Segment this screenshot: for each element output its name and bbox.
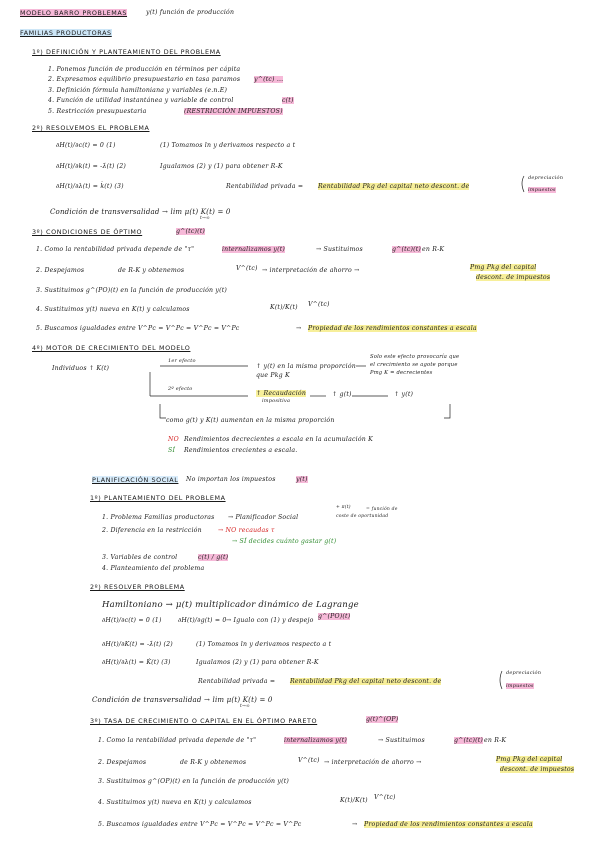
highlight: g^(PO)(t) (318, 613, 351, 620)
text: en R-K (484, 737, 507, 744)
text: impositiva (262, 398, 291, 404)
text: ↑ y(t) en la misma proporción que Pkg K (256, 363, 356, 379)
text: + π(t) (336, 505, 351, 510)
highlight: Rentabilidad Pkg del capital neto descont. de (318, 183, 470, 190)
highlight: g^(tc)(t) (176, 228, 206, 235)
equation: ∂H(t)/∂K(t) = -λ̇(t) (2) (102, 641, 173, 648)
text: → (352, 821, 358, 828)
highlight: Propiedad de los rendimientos constantes a escala (364, 821, 533, 828)
text: Individuos ↑ K(t) (52, 365, 110, 372)
text: = función de (366, 507, 398, 512)
bracket (160, 404, 166, 418)
text: V^(tc) (298, 757, 320, 764)
text: → Sustituimos (316, 246, 363, 253)
highlight: g(t)^(OP) (366, 716, 399, 723)
list-item: 4. Función de utilidad instantánea y variable de control (48, 97, 234, 104)
highlight: ↑ Recaudación (256, 390, 307, 397)
text: 2º efecto (168, 386, 193, 392)
brace-item: impuestos (506, 683, 534, 689)
equation-note: (1) Tomamos ln y derivamos respecto a t (160, 142, 296, 149)
list-item: 5. Buscamos igualdades entre V^Pc = V^Pc = V^Pc = V^Pc (36, 325, 240, 332)
list-item: 3. Definición fórmula hamiltoniana y variables (e.n.E) (48, 87, 228, 94)
highlight: g^(tc)(t) (392, 246, 422, 253)
subsection-resolvemos: 2º) RESOLVEMOS EL PROBLEMA (32, 124, 150, 132)
brace (500, 671, 502, 689)
highlight: g^(tc)(t) (454, 737, 484, 744)
text: → SÍ decides cuánto gastar g(t) (232, 538, 337, 545)
text: → interpretación de ahorro → (324, 759, 422, 766)
list-item: 2. Diferencia en la restricción (102, 527, 202, 534)
equation: ∂H(t)/∂λ(t) = K̇(t) (3) (102, 659, 171, 666)
text: K(t)/K(t) (340, 797, 368, 804)
list-item: 3. Sustituimos g^(PO)(t) en la función de producción y(t) (36, 287, 228, 294)
highlight: c(t) / g(t) (198, 554, 229, 561)
brace-item: depreciación (528, 175, 564, 181)
subsection-tasa: 3º) TASA DE CRECIMIENTO O CAPITAL EN EL ÓPTIMO PARETO (90, 717, 318, 725)
page-title: MODELO BARRO PROBLEMAS (20, 9, 128, 17)
highlight: descont. de impuestos (500, 766, 575, 773)
highlight: Pmg Pkg del capital (496, 756, 563, 763)
list-item: 4. Sustituimos y(t) nueva en K(t) y calculamos (36, 306, 190, 313)
subsection-planteamiento: 1º) PLANTEAMIENTO DEL PROBLEMA (90, 494, 226, 502)
brace-item: depreciación (506, 670, 542, 676)
text: → NO recaudas τ (218, 527, 275, 534)
text: → Sustituimos (378, 737, 425, 744)
page-subtitle: y(t) función de producción (146, 9, 235, 16)
transversalidad: Condición de transversalidad → lim μ(t) K(t) = 0 (50, 208, 231, 216)
equation: ∂H(t)/∂k(t) = -λ̇(t) (2) (56, 163, 127, 170)
text: 1er efecto (168, 358, 196, 364)
text: ↑ g(t) (332, 391, 352, 398)
list-item: 3. Sustituimos g^(OP)(t) en la función de producción y(t) (98, 778, 290, 785)
highlight: Rentabilidad Pkg del capital neto descont. de (290, 678, 442, 685)
highlight: c(t) (282, 97, 294, 104)
text: coste de oportunidad (336, 514, 389, 519)
text: como g(t) y K(t) aumentan en la misma proporción (166, 417, 335, 424)
list-item: 1. Como la rentabilidad privada depende de "τ" (98, 737, 257, 744)
text: V^(tc) (308, 301, 330, 308)
text: V^(tc) (374, 794, 396, 801)
text: Solo este efecto provocaría que el crecimiento se agote porque Pmg K = decrecientes (370, 354, 460, 376)
list-item: 4. Planteamiento del problema (102, 565, 205, 572)
limit-sub: t→∞ (200, 216, 210, 221)
section-title-familias: FAMILIAS PRODUCTORAS (20, 29, 112, 37)
rent-label: Rentabilidad privada = (226, 183, 304, 190)
text: V^(tc) (236, 265, 258, 272)
text: de R-K y obtenemos (180, 759, 247, 766)
list-item: 3. Variables de control (102, 554, 178, 561)
equation-note: Igualamos (2) y (1) para obtener R-K (196, 659, 319, 666)
rent-label: Rentabilidad privada = (198, 678, 276, 685)
bracket (444, 404, 450, 418)
highlight: Propiedad de los rendimientos constantes a escala (308, 325, 477, 332)
text: en R-K (422, 246, 445, 253)
text: → interpretación de ahorro → (262, 267, 360, 274)
highlight: (RESTRICCIÓN IMPUESTOS) (184, 108, 283, 115)
subsection-condiciones: 3º) CONDICIONES DE ÓPTIMO (32, 228, 143, 236)
highlight: internalizamos y(t) (222, 246, 285, 253)
text: Rendimientos decrecientes a escala en la acumulación K (184, 436, 373, 443)
subsection-motor: 4º) MOTOR DE CRECIMIENTO DEL MODELO (32, 344, 191, 352)
brace-item: impuestos (528, 187, 556, 193)
list-item: 1. Problema Familias productoras (102, 514, 215, 521)
text: → (296, 325, 302, 332)
list-item: 2. Despejamos (98, 759, 147, 766)
text: No importan los impuestos (186, 476, 276, 483)
highlight: internalizamos y(t) (284, 737, 347, 744)
list-item: 1. Ponemos función de producción en términos per cápita (48, 66, 241, 73)
highlight: y(t) (296, 476, 308, 483)
text: ↑ y(t) (394, 391, 414, 398)
list-item: 2. Expresamos equilibrio presupuestario en tasa paramos (48, 76, 241, 83)
list-item: 2. Despejamos (36, 267, 85, 274)
section-title-planificacion: PLANIFICACIÓN SOCIAL (92, 476, 179, 484)
list-item: 5. Buscamos igualdades entre V^Pc = V^Pc = V^Pc = V^Pc (98, 821, 302, 828)
list-item: 4. Sustituimos y(t) nueva en K(t) y calculamos (98, 799, 252, 806)
text: de R-K y obtenemos (118, 267, 185, 274)
equation-note: (1) Tomamos ln y derivamos respecto a t (196, 641, 332, 648)
text: → Igualo con (1) y despejo (226, 617, 314, 624)
hamiltoniano: Hamiltoniano → μ(t) multiplicador dinámico de Lagrange (102, 600, 359, 610)
subsection-definicion: 1º) DEFINICIÓN Y PLANTEAMIENTO DEL PROBLEMA (32, 48, 221, 56)
equation: ∂H(t)/∂λ(t) = k̇(t) (3) (56, 183, 124, 190)
subsection-resolver: 2º) RESOLVER PROBLEMA (90, 583, 185, 591)
brace (522, 176, 524, 192)
text: K(t)/K(t) (270, 304, 298, 311)
highlight: descont. de impuestos (476, 274, 551, 281)
highlight: y^(tc) ... (254, 76, 284, 83)
highlight: Pmg Pkg del capital (470, 264, 537, 271)
label-no: NO (168, 436, 179, 443)
limit-sub: t→∞ (240, 704, 250, 709)
equation: ∂H(t)/∂c(t) = 0 (1) (56, 142, 116, 149)
equation-note: Igualamos (2) y (1) para obtener R-K (160, 163, 283, 170)
label-si: SÍ (168, 447, 176, 454)
equation: ∂H(t)/∂g(t) = 0 (178, 617, 227, 624)
list-item: 5. Restricción presupuestaria (48, 108, 147, 115)
text: Rendimientos crecientes a escala. (184, 447, 298, 454)
text: → Planificador Social (228, 514, 299, 521)
list-item: 1. Como la rentabilidad privada depende de "τ" (36, 246, 195, 253)
equation: ∂H(t)/∂c(t) = 0 (1) (102, 617, 162, 624)
transversalidad: Condición de transversalidad → lim μ(t) K(t) = 0 (92, 696, 273, 704)
